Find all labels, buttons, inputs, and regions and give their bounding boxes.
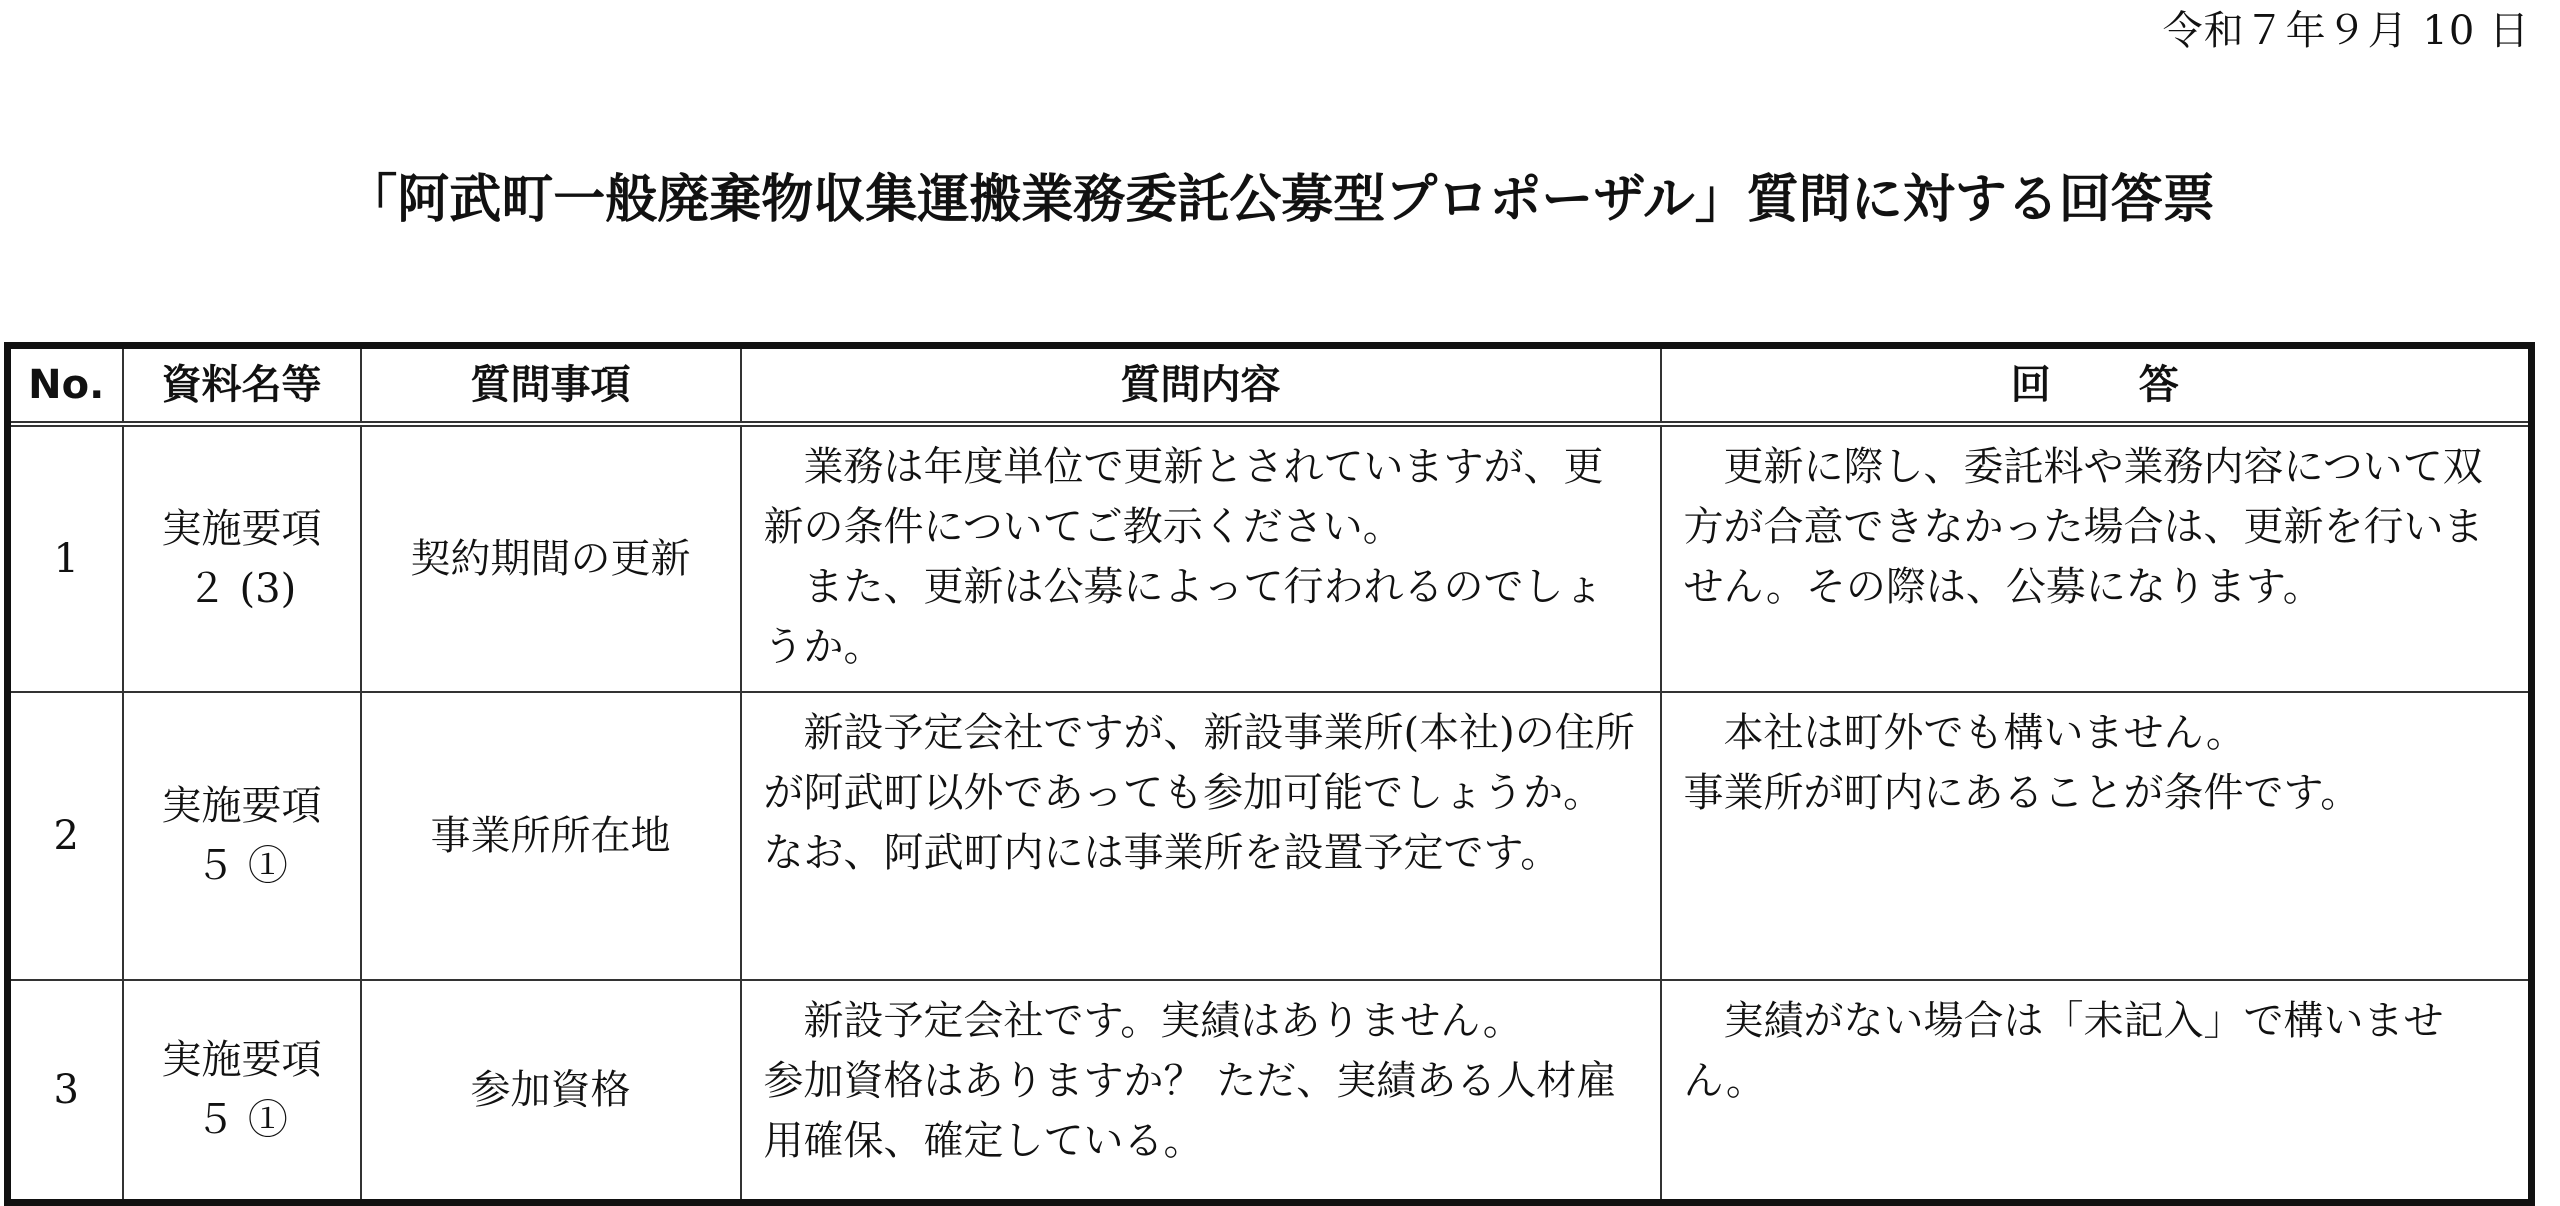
table-row (8, 692, 2532, 980)
answer-paragraph: 実績がない場合は「未記入」で構いません。 (1683, 998, 2444, 1104)
table-row (8, 424, 2532, 692)
header-answer: 回答 (1661, 346, 2532, 425)
question-paragraph: 参加資格はありますか？ ただ、実績ある人材雇用確保、確定している。 (763, 1058, 1617, 1164)
row-document (123, 424, 361, 692)
document-section: ５ ① (195, 843, 288, 889)
row-item: 契約期間の更新 (361, 424, 741, 692)
row-document (123, 692, 361, 980)
document-name: 実施要項 (161, 783, 322, 829)
document-name: 実施要項 (161, 1037, 322, 1083)
row-question (741, 424, 1661, 692)
row-question (741, 980, 1661, 1203)
row-item: 事業所所在地 (361, 692, 741, 980)
row-no: 1 (8, 424, 123, 692)
row-question (741, 692, 1661, 980)
header-no: No. (8, 346, 123, 425)
document-name: 実施要項 (161, 506, 322, 552)
row-document (123, 980, 361, 1203)
header-row (8, 346, 2532, 425)
document-title: 「阿武町一般廃棄物収集運搬業務委託公募型プロポーザル」質問に対する回答票 (345, 170, 2215, 230)
row-no: 3 (8, 980, 123, 1203)
question-paragraph: 業務は年度単位で更新とされていますが、更新の条件についてご教示ください。 (763, 444, 1604, 550)
header-document: 資料名等 (123, 346, 361, 425)
question-paragraph: また、更新は公募によって行われるのでしょうか。 (763, 564, 1604, 670)
question-paragraph: 新設予定会社です。実績はありません。 (803, 998, 1523, 1044)
row-answer (1661, 424, 2532, 692)
document-date: 令和７年９月 10 日 (2162, 8, 2530, 54)
document-section: ５ ① (195, 1097, 288, 1143)
answer-paragraph: 事業所が町内にあることが条件です。 (1683, 770, 2361, 816)
table-row (8, 980, 2532, 1203)
header-question: 質問内容 (741, 346, 1661, 425)
answer-paragraph: 更新に際し、委託料や業務内容について双方が合意できなかった場合は、更新を行いません。その際は、公募になります。 (1683, 444, 2484, 610)
row-answer (1661, 692, 2532, 980)
qa-table (4, 342, 2535, 1206)
question-paragraph: 新設予定会社ですが、新設事業所(本社)の住所が阿武町以外であっても参加可能でしょうか。なお、阿武町内には事業所を設置予定です。 (763, 710, 1635, 876)
row-item: 参加資格 (361, 980, 741, 1203)
answer-paragraph: 本社は町外でも構いません。 (1723, 710, 2246, 756)
row-answer (1661, 980, 2532, 1203)
document-section: ２ (3) (186, 566, 297, 612)
header-item: 質問事項 (361, 346, 741, 425)
table-header (8, 346, 2532, 425)
row-no: 2 (8, 692, 123, 980)
